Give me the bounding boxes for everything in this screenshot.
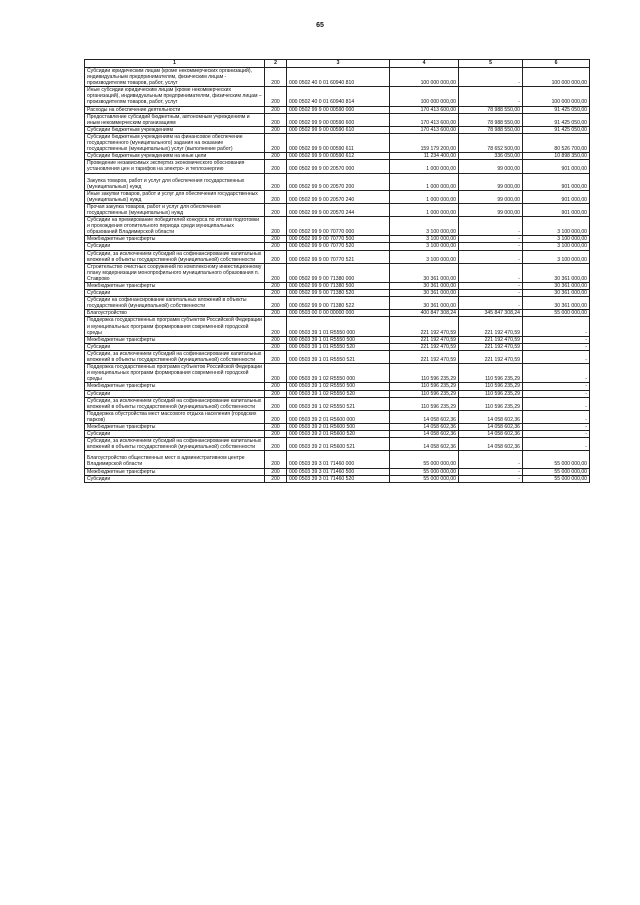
row-name-cell: Межбюджетные трансферты	[85, 283, 265, 290]
row-executed-amount-cell: 14 058 602,36	[459, 423, 523, 430]
row-name-cell: Субсидии на софинансирование капитальных вложений в объекты государственной (муниципальной) собственности	[85, 297, 265, 310]
row-remaining-amount-cell: 3 100 000,00	[523, 243, 590, 250]
row-approved-amount-cell: 1 000 000,00	[390, 173, 459, 190]
row-approved-amount-cell: 55 000 000,00	[390, 451, 459, 468]
row-admin-code-cell: 200	[265, 173, 287, 190]
row-budget-code-cell: 000 0502 99 9 00 20570 200	[287, 173, 390, 190]
row-budget-code-cell: 000 0502 99 9 00 00590 610	[287, 126, 390, 133]
row-name-cell: Субсидии бюджетным учреждениям на финансовое обеспечение государственного (муниципального) задания на оказание государственных (муниципальных) услуг (выполнение работ)	[85, 133, 265, 152]
row-name-cell: Субсидии, за исключением субсидий на софинансирование капитальных вложений в объекты государственной (муниципальной) собственности	[85, 397, 265, 410]
table-row	[85, 317, 590, 336]
row-approved-amount-cell: 100 000 000,00	[390, 68, 459, 87]
row-name-cell: Поддержка государственных программ субъектов Российской Федерации и муниципальных программ формирования современной городской среды	[85, 317, 265, 336]
row-approved-amount-cell: 221 192 470,59	[390, 350, 459, 363]
table-row	[85, 336, 590, 343]
row-admin-code-cell: 200	[265, 87, 287, 106]
row-remaining-amount-cell: 91 425 050,00	[523, 106, 590, 113]
table-row	[85, 350, 590, 363]
table-row	[85, 343, 590, 350]
row-name-cell: Межбюджетные трансферты	[85, 236, 265, 243]
row-executed-amount-cell: 99 000,00	[459, 173, 523, 190]
row-name-cell: Благоустройство общественных мест в административном центре Владимирской области	[85, 451, 265, 468]
row-admin-code-cell: 200	[265, 243, 287, 250]
row-budget-code-cell: 000 0502 99 9 00 20570 240	[287, 190, 390, 203]
row-executed-amount-cell: 345 847 308,24	[459, 310, 523, 317]
row-budget-code-cell: 000 0503 39 2 01 R5600 500	[287, 423, 390, 430]
row-name-cell: Субсидии	[85, 343, 265, 350]
row-admin-code-cell: 200	[265, 236, 287, 243]
row-admin-code-cell: 200	[265, 290, 287, 297]
row-executed-amount-cell: 221 192 470,59	[459, 350, 523, 363]
row-name-cell: Субсидии, за исключением субсидий на софинансирование капитальных вложений в объекты государственной (муниципальной) собственности	[85, 350, 265, 363]
row-remaining-amount-cell: 55 000 000,00	[523, 475, 590, 482]
row-name-cell: Субсидии	[85, 431, 265, 438]
table-row	[85, 410, 590, 423]
row-executed-amount-cell: 221 192 470,59	[459, 343, 523, 350]
row-name-cell: Межбюджетные трансферты	[85, 336, 265, 343]
row-remaining-amount-cell: 3 100 000,00	[523, 250, 590, 263]
table-row	[85, 475, 590, 482]
header-col-5: 5	[459, 60, 523, 68]
row-executed-amount-cell: -	[459, 217, 523, 236]
row-name-cell: Строительство очистных сооружений по комплексному инвестиционному плану модернизации монопрофильного муниципального образования п. Ставрово	[85, 263, 265, 282]
header-col-3: 3	[287, 60, 390, 68]
row-remaining-amount-cell: -	[523, 423, 590, 430]
row-executed-amount-cell: -	[459, 250, 523, 263]
row-budget-code-cell: 000 0502 99 9 00 00590 611	[287, 133, 390, 152]
table-row	[85, 250, 590, 263]
row-budget-code-cell: 000 0503 39 2 01 R5600 521	[287, 438, 390, 451]
row-remaining-amount-cell: 91 425 050,00	[523, 126, 590, 133]
row-approved-amount-cell: 55 000 000,00	[390, 468, 459, 475]
row-admin-code-cell: 200	[265, 106, 287, 113]
row-remaining-amount-cell: -	[523, 343, 590, 350]
row-executed-amount-cell: 99 000,00	[459, 190, 523, 203]
table-row	[85, 423, 590, 430]
row-name-cell: Иные субсидии юридическим лицам (кроме некоммерческих организаций), индивидуальным предпринимателям, физическим лицам – производителям товаров, работ, услуг	[85, 87, 265, 106]
row-executed-amount-cell: 78 988 550,00	[459, 113, 523, 126]
row-approved-amount-cell: 1 000 000,00	[390, 203, 459, 216]
row-admin-code-cell: 200	[265, 350, 287, 363]
row-remaining-amount-cell: 10 898 350,00	[523, 153, 590, 160]
row-admin-code-cell: 200	[265, 423, 287, 430]
row-executed-amount-cell: 221 192 470,59	[459, 317, 523, 336]
row-executed-amount-cell: 14 058 602,36	[459, 438, 523, 451]
row-remaining-amount-cell: 30 361 000,00	[523, 297, 590, 310]
row-admin-code-cell: 200	[265, 160, 287, 173]
row-budget-code-cell: 000 0502 40 0 01 60940 814	[287, 87, 390, 106]
table-row	[85, 290, 590, 297]
table-row	[85, 126, 590, 133]
row-remaining-amount-cell: -	[523, 410, 590, 423]
row-executed-amount-cell: -	[459, 87, 523, 106]
row-budget-code-cell: 000 0502 99 9 00 00590 000	[287, 106, 390, 113]
row-approved-amount-cell: 3 100 000,00	[390, 217, 459, 236]
row-executed-amount-cell: -	[459, 283, 523, 290]
row-remaining-amount-cell: 91 425 050,00	[523, 113, 590, 126]
row-name-cell: Закупка товаров, работ и услуг для обеспечения государственных (муниципальных) нужд	[85, 173, 265, 190]
budget-execution-table	[84, 59, 590, 483]
row-name-cell: Субсидии юридическим лицам (кроме некоммерческих организаций), индивидуальным предпринимателям, физическим лицам - производителям товаров, работ, услуг	[85, 68, 265, 87]
row-admin-code-cell: 200	[265, 468, 287, 475]
table-row	[85, 431, 590, 438]
row-name-cell: Субсидии, за исключением субсидий на софинансирование капитальных вложений в объекты государственной (муниципальной) собственности	[85, 438, 265, 451]
row-budget-code-cell: 000 0503 39 1 02 R5550 500	[287, 383, 390, 390]
row-executed-amount-cell: 110 596 235,29	[459, 397, 523, 410]
row-executed-amount-cell: 336 050,00	[459, 153, 523, 160]
row-admin-code-cell: 200	[265, 203, 287, 216]
table-row	[85, 133, 590, 152]
row-remaining-amount-cell: -	[523, 438, 590, 451]
row-remaining-amount-cell: 55 000 000,00	[523, 468, 590, 475]
row-admin-code-cell: 200	[265, 431, 287, 438]
row-budget-code-cell: 000 0502 99 9 00 70770 000	[287, 217, 390, 236]
header-col-2: 2	[265, 60, 287, 68]
row-admin-code-cell: 200	[265, 364, 287, 383]
row-executed-amount-cell: 99 000,00	[459, 160, 523, 173]
row-approved-amount-cell: 11 234 400,00	[390, 153, 459, 160]
table-row	[85, 153, 590, 160]
row-budget-code-cell: 000 0503 39 3 01 71460 500	[287, 468, 390, 475]
row-budget-code-cell: 000 0502 99 9 00 70770 520	[287, 243, 390, 250]
page-number: 65	[316, 22, 324, 29]
row-budget-code-cell: 000 0503 39 2 01 R5600 520	[287, 431, 390, 438]
row-approved-amount-cell: 170 413 600,00	[390, 113, 459, 126]
row-admin-code-cell: 200	[265, 113, 287, 126]
row-remaining-amount-cell: 3 100 000,00	[523, 236, 590, 243]
row-remaining-amount-cell: -	[523, 350, 590, 363]
row-name-cell: Предоставление субсидий бюджетным, автономным учреждениям и иным некоммерческим организациям	[85, 113, 265, 126]
row-executed-amount-cell: -	[459, 263, 523, 282]
row-executed-amount-cell: -	[459, 243, 523, 250]
row-budget-code-cell: 000 0503 39 1 02 R5550 000	[287, 364, 390, 383]
table-row	[85, 236, 590, 243]
row-budget-code-cell: 000 0502 99 9 00 71380 520	[287, 290, 390, 297]
table-row	[85, 283, 590, 290]
row-admin-code-cell: 200	[265, 190, 287, 203]
row-admin-code-cell: 200	[265, 126, 287, 133]
row-approved-amount-cell: 221 192 470,59	[390, 336, 459, 343]
table-row	[85, 364, 590, 383]
row-budget-code-cell: 000 0502 40 0 01 60940 810	[287, 68, 390, 87]
row-approved-amount-cell: 110 596 235,29	[390, 383, 459, 390]
row-admin-code-cell: 200	[265, 336, 287, 343]
table-row	[85, 87, 590, 106]
table-row	[85, 263, 590, 282]
row-remaining-amount-cell: 100 000 000,00	[523, 87, 590, 106]
row-approved-amount-cell: 110 596 235,29	[390, 397, 459, 410]
row-admin-code-cell: 200	[265, 68, 287, 87]
row-name-cell: Субсидии, за исключением субсидий на софинансирование капитальных вложений в объекты государственной (муниципальной) собственности	[85, 250, 265, 263]
row-budget-code-cell: 000 0503 39 1 01 R5550 000	[287, 317, 390, 336]
row-executed-amount-cell: 110 596 235,29	[459, 383, 523, 390]
row-executed-amount-cell: -	[459, 236, 523, 243]
row-approved-amount-cell: 14 058 602,36	[390, 410, 459, 423]
row-remaining-amount-cell: 3 100 000,00	[523, 217, 590, 236]
row-remaining-amount-cell: -	[523, 364, 590, 383]
row-executed-amount-cell: -	[459, 468, 523, 475]
row-name-cell: Поддержка государственных программ субъектов Российской Федерации и муниципальных программ формирования современной городской среды	[85, 364, 265, 383]
row-approved-amount-cell: 3 100 000,00	[390, 243, 459, 250]
row-remaining-amount-cell: -	[523, 431, 590, 438]
table-row	[85, 397, 590, 410]
row-name-cell: Прочая закупка товаров, работ и услуг для обеспечения государственных (муниципальных) нужд	[85, 203, 265, 216]
row-remaining-amount-cell: 55 000 000,00	[523, 310, 590, 317]
row-approved-amount-cell: 30 361 000,00	[390, 297, 459, 310]
row-executed-amount-cell: -	[459, 290, 523, 297]
row-budget-code-cell: 000 0503 39 1 01 R5550 521	[287, 350, 390, 363]
row-admin-code-cell: 200	[265, 410, 287, 423]
row-budget-code-cell: 000 0502 99 9 00 71380 000	[287, 263, 390, 282]
row-executed-amount-cell: 78 652 500,00	[459, 133, 523, 152]
row-budget-code-cell: 000 0503 39 3 01 71460 520	[287, 475, 390, 482]
row-name-cell: Субсидии бюджетным учреждениям	[85, 126, 265, 133]
table-row	[85, 173, 590, 190]
row-approved-amount-cell: 100 000 000,00	[390, 87, 459, 106]
table-row	[85, 390, 590, 397]
row-budget-code-cell: 000 0503 39 3 01 71460 000	[287, 451, 390, 468]
table-row	[85, 68, 590, 87]
row-name-cell: Межбюджетные трансферты	[85, 383, 265, 390]
row-admin-code-cell: 200	[265, 133, 287, 152]
row-admin-code-cell: 200	[265, 475, 287, 482]
row-name-cell: Межбюджетные трансферты	[85, 468, 265, 475]
row-approved-amount-cell: 1 000 000,00	[390, 190, 459, 203]
row-approved-amount-cell: 14 058 602,36	[390, 423, 459, 430]
row-executed-amount-cell: -	[459, 297, 523, 310]
row-remaining-amount-cell: -	[523, 390, 590, 397]
row-executed-amount-cell: 14 058 602,36	[459, 431, 523, 438]
header-col-6: 6	[523, 60, 590, 68]
row-approved-amount-cell: 14 058 602,36	[390, 438, 459, 451]
row-budget-code-cell: 000 0502 99 9 00 70770 521	[287, 250, 390, 263]
row-budget-code-cell: 000 0502 99 9 00 20570 000	[287, 160, 390, 173]
row-remaining-amount-cell: -	[523, 336, 590, 343]
row-admin-code-cell: 200	[265, 297, 287, 310]
row-executed-amount-cell: 221 192 470,59	[459, 336, 523, 343]
row-admin-code-cell: 200	[265, 310, 287, 317]
table-row	[85, 297, 590, 310]
row-budget-code-cell: 000 0502 99 9 00 00590 600	[287, 113, 390, 126]
row-name-cell: Межбюджетные трансферты	[85, 423, 265, 430]
row-approved-amount-cell: 170 413 600,00	[390, 106, 459, 113]
table-row	[85, 160, 590, 173]
row-executed-amount-cell: 99 000,00	[459, 203, 523, 216]
row-remaining-amount-cell: 901 000,00	[523, 203, 590, 216]
row-name-cell: Благоустройство	[85, 310, 265, 317]
row-remaining-amount-cell: -	[523, 397, 590, 410]
row-approved-amount-cell: 1 000 000,00	[390, 160, 459, 173]
table-row	[85, 106, 590, 113]
row-remaining-amount-cell: -	[523, 317, 590, 336]
row-budget-code-cell: 000 0502 99 9 00 71380 522	[287, 297, 390, 310]
row-approved-amount-cell: 14 058 602,36	[390, 431, 459, 438]
row-admin-code-cell: 200	[265, 390, 287, 397]
row-approved-amount-cell: 110 596 235,29	[390, 390, 459, 397]
row-approved-amount-cell: 30 361 000,00	[390, 290, 459, 297]
row-executed-amount-cell: 14 058 602,36	[459, 410, 523, 423]
row-name-cell: Иные закупки товаров, работ и услуг для обеспечения государственных (муниципальных) нужд	[85, 190, 265, 203]
table-row	[85, 383, 590, 390]
header-col-4: 4	[390, 60, 459, 68]
table-row	[85, 243, 590, 250]
row-remaining-amount-cell: -	[523, 383, 590, 390]
row-budget-code-cell: 000 0503 39 1 01 R5550 520	[287, 343, 390, 350]
row-budget-code-cell: 000 0503 39 1 02 R5550 521	[287, 397, 390, 410]
row-budget-code-cell: 000 0503 39 1 01 R5550 500	[287, 336, 390, 343]
row-name-cell: Поддержка обустройства мест массового отдыха населения (городских парков)	[85, 410, 265, 423]
table-row	[85, 190, 590, 203]
row-remaining-amount-cell: 901 000,00	[523, 173, 590, 190]
row-approved-amount-cell: 170 413 600,00	[390, 126, 459, 133]
row-admin-code-cell: 200	[265, 317, 287, 336]
row-approved-amount-cell: 110 596 235,29	[390, 364, 459, 383]
row-admin-code-cell: 200	[265, 451, 287, 468]
row-name-cell: Расходы на обеспечение деятельности	[85, 106, 265, 113]
row-budget-code-cell: 000 0503 00 0 00 00000 000	[287, 310, 390, 317]
row-budget-code-cell: 000 0502 99 9 00 20570 244	[287, 203, 390, 216]
row-budget-code-cell: 000 0502 99 9 00 70770 500	[287, 236, 390, 243]
header-col-1: 1	[85, 60, 265, 68]
row-admin-code-cell: 200	[265, 250, 287, 263]
row-approved-amount-cell: 55 000 000,00	[390, 475, 459, 482]
row-executed-amount-cell: -	[459, 451, 523, 468]
row-approved-amount-cell: 30 361 000,00	[390, 263, 459, 282]
row-name-cell: Субсидии	[85, 290, 265, 297]
row-remaining-amount-cell: 30 361 000,00	[523, 263, 590, 282]
row-name-cell: Субсидии	[85, 243, 265, 250]
row-remaining-amount-cell: 901 000,00	[523, 160, 590, 173]
row-approved-amount-cell: 3 100 000,00	[390, 250, 459, 263]
row-name-cell: Субсидии на премирование победителей конкурса по итогам подготовки и прохождения отопительного периода среди муниципальных образований Владимирской области	[85, 217, 265, 236]
row-admin-code-cell: 200	[265, 283, 287, 290]
row-remaining-amount-cell: 100 000 000,00	[523, 68, 590, 87]
row-name-cell: Субсидии	[85, 475, 265, 482]
row-approved-amount-cell: 159 179 200,00	[390, 133, 459, 152]
row-name-cell: Проведение независимых экспертиз экономического обоснования установления цен и тарифов на электро- и теплоэнергию	[85, 160, 265, 173]
row-admin-code-cell: 200	[265, 438, 287, 451]
table-row	[85, 451, 590, 468]
row-remaining-amount-cell: 901 000,00	[523, 190, 590, 203]
row-approved-amount-cell: 221 192 470,59	[390, 343, 459, 350]
table-row	[85, 217, 590, 236]
row-admin-code-cell: 200	[265, 343, 287, 350]
row-executed-amount-cell: 78 988 550,00	[459, 106, 523, 113]
table-row	[85, 113, 590, 126]
row-remaining-amount-cell: 55 000 000,00	[523, 451, 590, 468]
row-remaining-amount-cell: 30 361 000,00	[523, 283, 590, 290]
table-row	[85, 310, 590, 317]
row-approved-amount-cell: 221 192 470,59	[390, 317, 459, 336]
row-budget-code-cell: 000 0503 39 2 01 R5600 000	[287, 410, 390, 423]
header-row	[85, 60, 590, 68]
row-executed-amount-cell: 110 596 235,29	[459, 364, 523, 383]
row-approved-amount-cell: 30 361 000,00	[390, 283, 459, 290]
row-budget-code-cell: 000 0502 99 9 00 71380 500	[287, 283, 390, 290]
row-executed-amount-cell: -	[459, 475, 523, 482]
row-name-cell: Субсидии бюджетным учреждениям на иные цели	[85, 153, 265, 160]
table-row	[85, 438, 590, 451]
row-executed-amount-cell: 78 988 550,00	[459, 126, 523, 133]
row-remaining-amount-cell: 30 361 000,00	[523, 290, 590, 297]
table-row	[85, 468, 590, 475]
row-admin-code-cell: 200	[265, 263, 287, 282]
row-name-cell: Субсидии	[85, 390, 265, 397]
row-admin-code-cell: 200	[265, 217, 287, 236]
row-budget-code-cell: 000 0503 39 1 02 R5550 520	[287, 390, 390, 397]
row-admin-code-cell: 200	[265, 153, 287, 160]
row-executed-amount-cell: 110 596 235,29	[459, 390, 523, 397]
row-executed-amount-cell: -	[459, 68, 523, 87]
row-budget-code-cell: 000 0502 99 9 00 00590 612	[287, 153, 390, 160]
row-admin-code-cell: 200	[265, 383, 287, 390]
row-approved-amount-cell: 3 100 000,00	[390, 236, 459, 243]
row-approved-amount-cell: 400 847 308,24	[390, 310, 459, 317]
row-admin-code-cell: 200	[265, 397, 287, 410]
row-remaining-amount-cell: 80 526 700,00	[523, 133, 590, 152]
table-row	[85, 203, 590, 216]
